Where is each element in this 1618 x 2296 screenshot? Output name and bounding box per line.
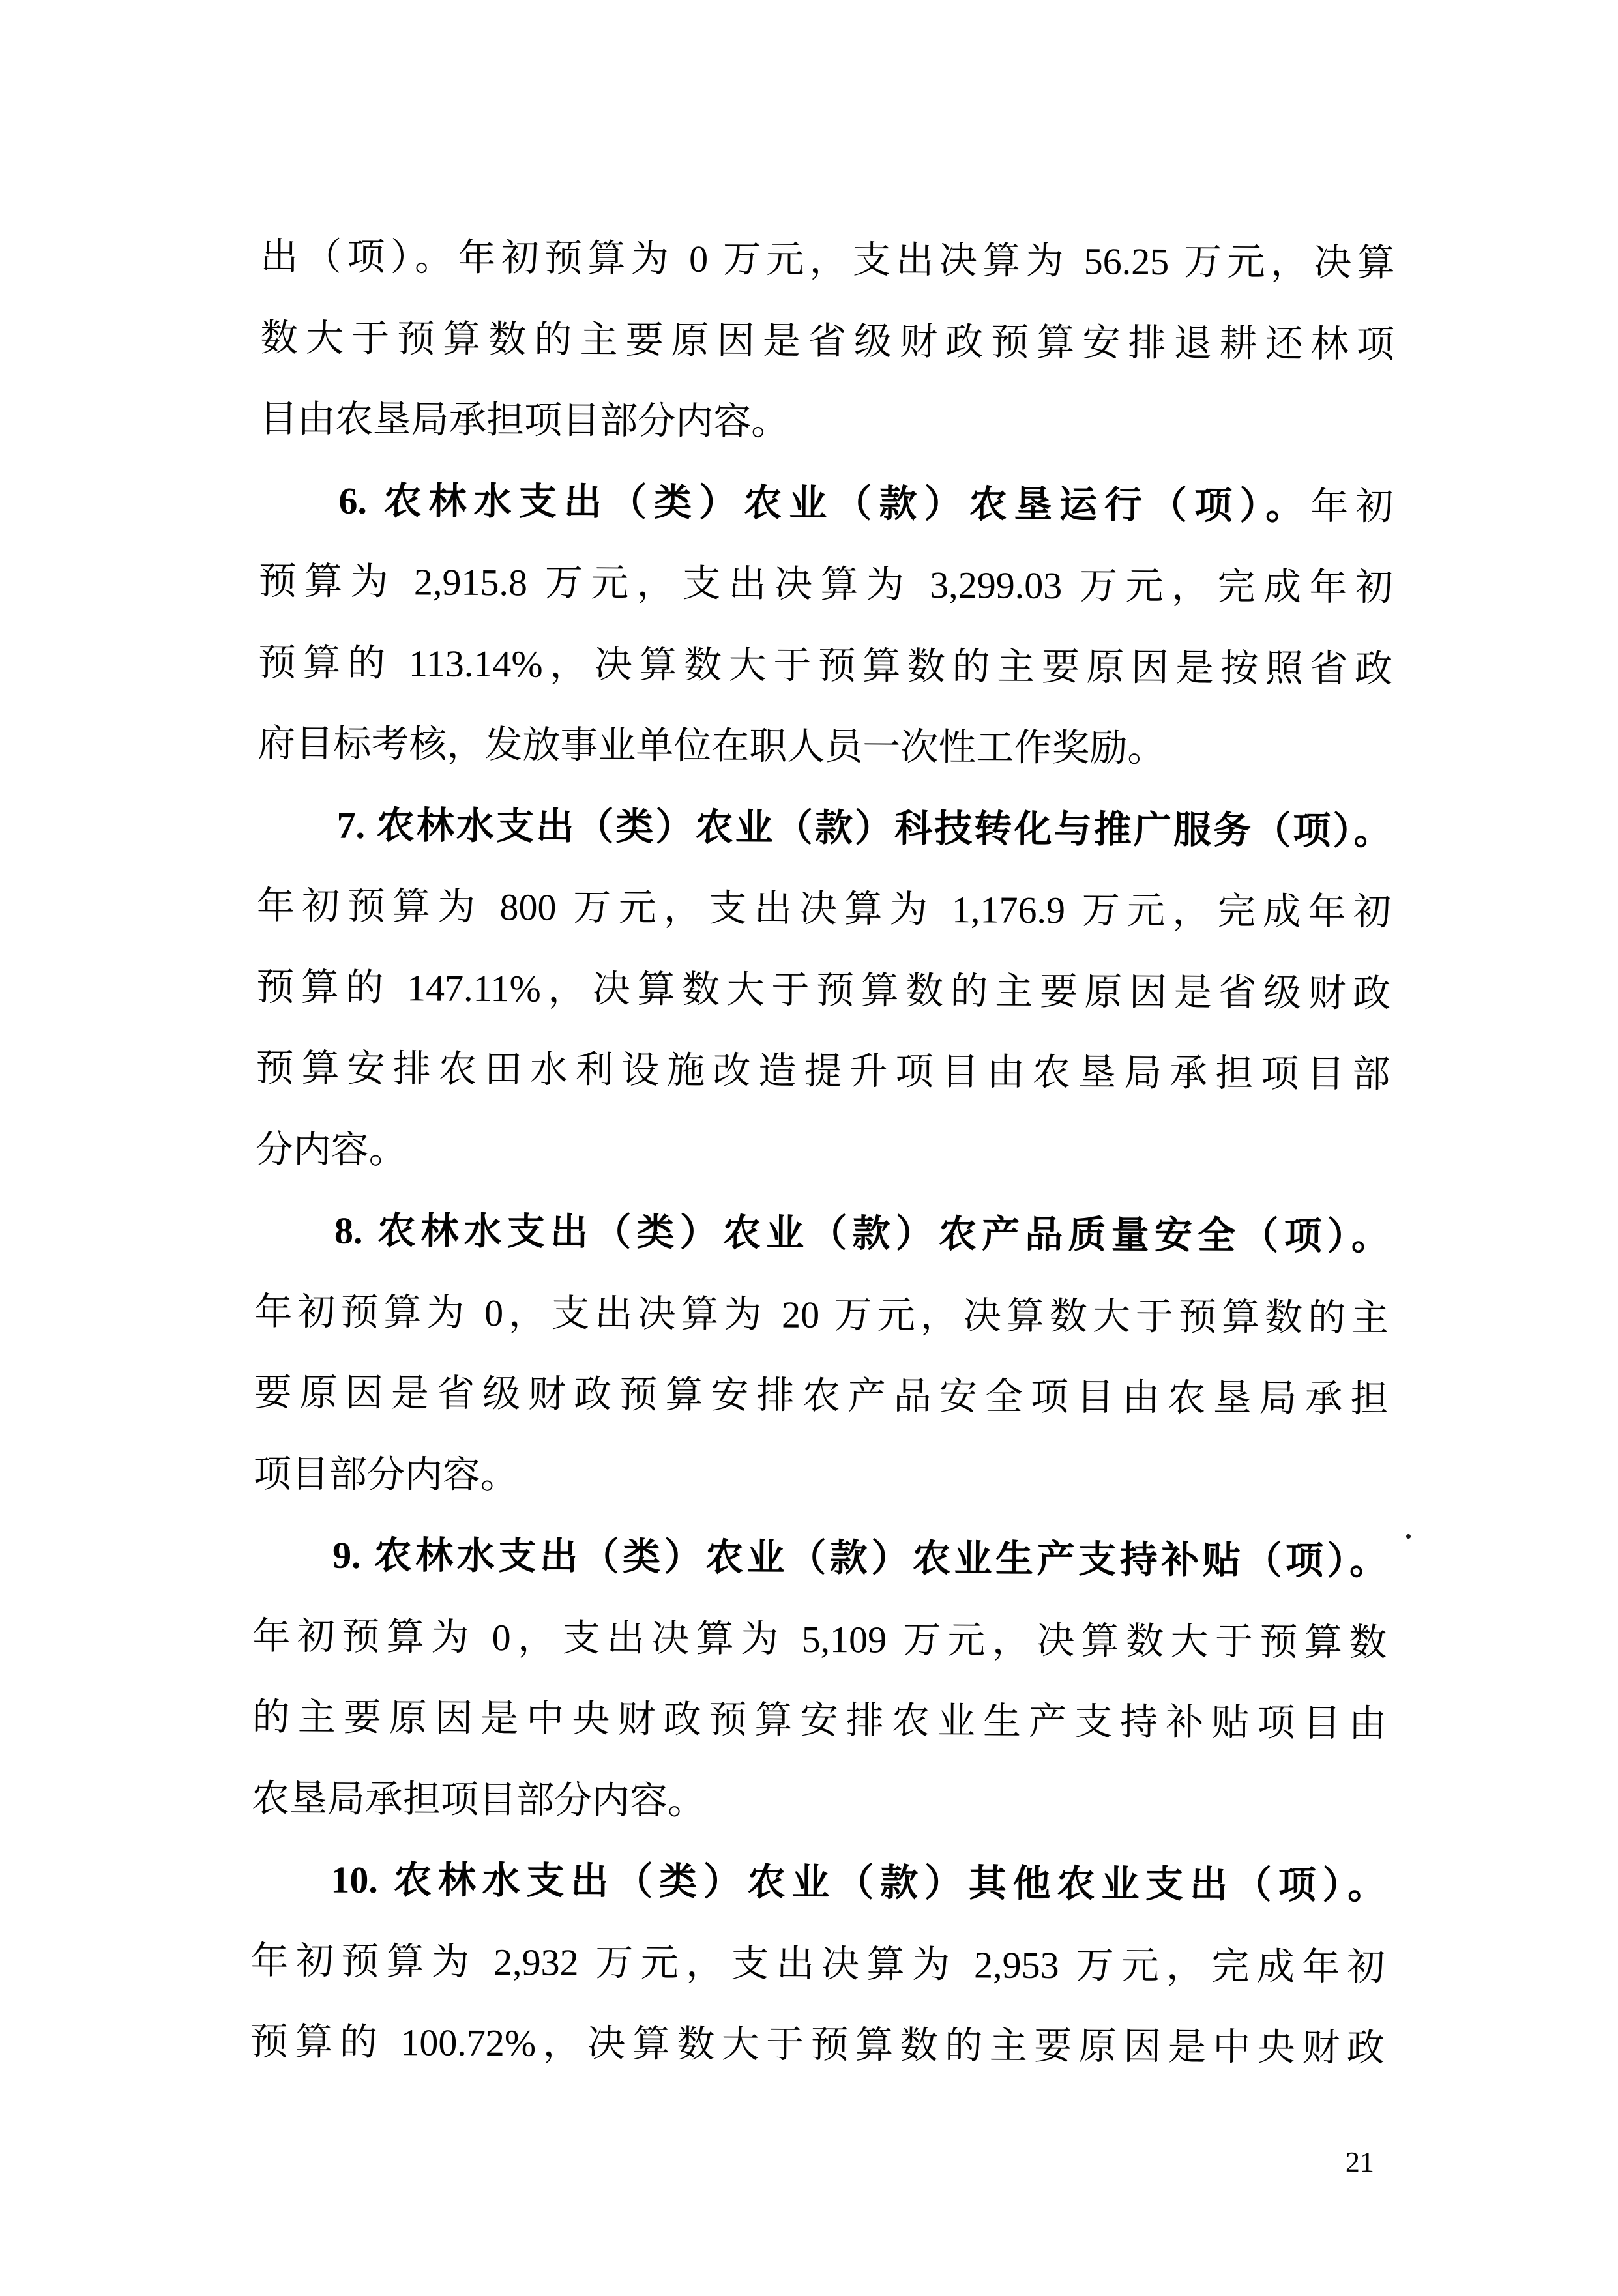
body-text-segment: 农垦局承担项目部分内容。 <box>251 1777 706 1822</box>
body-text-segment: 年初 <box>1310 484 1394 528</box>
text-line <box>253 1515 1388 1603</box>
body-text-segment: 的主要原因是中央财政预算安排农业生产支持补贴项目由 <box>252 1695 1387 1745</box>
text-line <box>259 379 1394 467</box>
body-text-segment: 出（项）。年初预算为 0 万元，支出决算为 56.25 万元，决算 <box>260 235 1395 285</box>
body-text-segment: 预算为 2,915.8 万元，支出决算为 3,299.03 万元，完成年初 <box>258 559 1393 609</box>
body-text-segment: 分内容。 <box>255 1127 407 1171</box>
text-line <box>255 1109 1390 1197</box>
text-line <box>256 946 1391 1034</box>
section-heading-segment: 8. 农林水支出（类）农业（款）农产品质量安全（项）。 <box>334 1209 1390 1258</box>
text-block <box>250 216 1395 2089</box>
text-line <box>257 784 1392 872</box>
body-text-segment: 预算的 113.14%，决算数大于预算数的主要原因是按照省政 <box>257 641 1393 690</box>
section-heading-segment: 9. 农林水支出（类）农业（款）农业生产支持补贴（项）。 <box>332 1533 1388 1582</box>
text-line <box>250 2001 1385 2089</box>
body-text-segment: 要原因是省级财政预算安排农产品安全项目由农垦局承担 <box>254 1371 1389 1420</box>
section-heading-segment: 7. 农林水支出（类）农业（款）科技转化与推广服务（项）。 <box>336 804 1392 852</box>
body-text-segment: 年初预算为 800 万元，支出决算为 1,176.9 万元，完成年初 <box>256 884 1392 934</box>
scan-artifact-dot <box>1406 1534 1411 1539</box>
body-text-segment: 数大于预算数的主要原因是省级财政预算安排退耕还林项 <box>259 316 1395 366</box>
body-text-segment: 预算的 147.11%，决算数大于预算数的主要原因是省级财政 <box>256 965 1391 1015</box>
text-line <box>260 216 1395 304</box>
text-line <box>254 1433 1389 1521</box>
body-text-segment: 目由农垦局承担项目部分内容。 <box>259 397 789 443</box>
text-line <box>251 1839 1386 1927</box>
text-line <box>256 1028 1390 1116</box>
body-text-segment: 预算的 100.72%，决算数大于预算数的主要原因是中央财政 <box>250 2020 1385 2069</box>
section-heading-segment: 10. 农林水支出（类）农业（款）其他农业支出（项）。 <box>331 1858 1386 1907</box>
text-line <box>255 1190 1390 1278</box>
body-text-segment: 年初预算为 0，支出决算为 5,109 万元，决算数大于预算数 <box>252 1614 1387 1664</box>
body-text-segment: 府目标考核，发放事业单位在职人员一次性工作奖励。 <box>257 721 1166 770</box>
text-line <box>252 1677 1387 1765</box>
page-number: 21 <box>1345 2145 1375 2179</box>
text-line <box>257 865 1392 953</box>
text-line <box>250 1920 1385 2008</box>
text-line <box>252 1758 1387 1846</box>
text-line <box>257 703 1392 791</box>
text-line <box>254 1352 1389 1440</box>
body-text-segment: 项目部分内容。 <box>253 1452 519 1496</box>
body-text-segment: 预算安排农田水利设施改造提升项目由农垦局承担项目部 <box>256 1046 1390 1096</box>
text-line <box>258 622 1393 710</box>
text-line <box>252 1595 1387 1683</box>
text-line <box>260 297 1395 385</box>
body-text-segment: 年初预算为 2,932 万元，支出决算为 2,953 万元，完成年初 <box>250 1939 1385 1988</box>
section-heading-segment: 6. 农林水支出（类）农业（款）农垦运行（项）。 <box>338 479 1311 527</box>
body-text-segment: 年初预算为 0，支出决算为 20 万元，决算数大于预算数的主 <box>254 1290 1389 1339</box>
text-line <box>259 459 1394 547</box>
text-line <box>254 1271 1389 1359</box>
text-line <box>258 541 1393 629</box>
